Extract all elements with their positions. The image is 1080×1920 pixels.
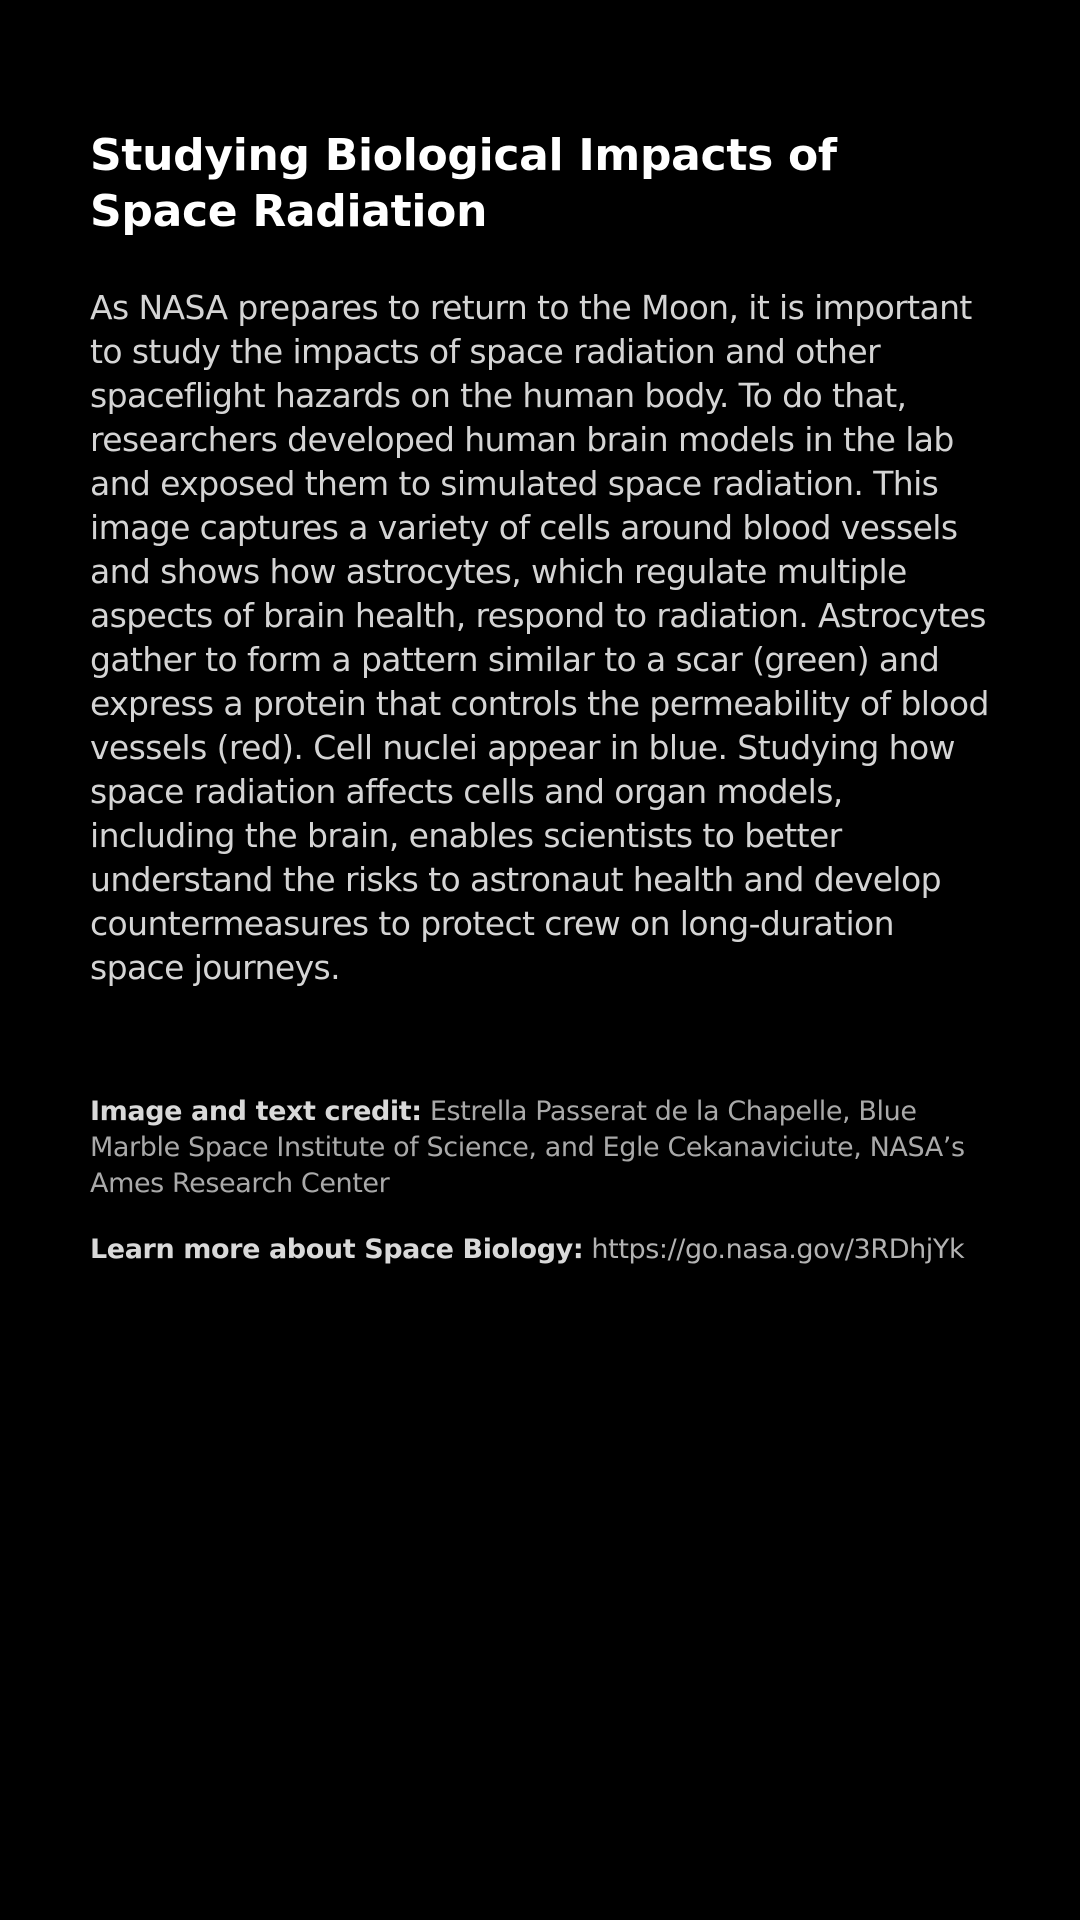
credit-text: Estrella Passerat de la Chapelle, Blue Marble Space Institute of Science, and Egle Cekanaviciute, NASA’s Ames Research Center: [90, 1096, 965, 1199]
learn-more-link[interactable]: https://go.nasa.gov/3RDhjYk: [591, 1234, 965, 1265]
credit-label: Image and text credit:: [90, 1096, 422, 1127]
learn-more-line: [90, 1232, 1000, 1268]
credit-line: [90, 1094, 1000, 1202]
article-meta: [90, 1094, 1000, 1268]
learn-more-label: Learn more about Space Biology:: [90, 1234, 584, 1265]
article-body: As NASA prepares to return to the Moon, it is important to study the impacts of space radiation and other spaceflight hazards on the human body. To do that, researchers developed human brain models in the lab and exposed them to simulated space radiation. This image captures a variety of cells around blood vessels and shows how astrocytes, which regulate multiple aspects of brain health, respond to radiation. Astrocytes gather to form a pattern similar to a scar (green) and express a protein that controls the permeability of blood vessels (red). Cell nuclei appear in blue. Studying how space radiation affects cells and organ models, including the brain, enables scientists to better understand the risks to astronaut health and develop countermeasures to protect crew on long-duration space journeys.: [90, 288, 989, 987]
article-title: Studying Biological Impacts of Space Radiation: [90, 130, 837, 237]
